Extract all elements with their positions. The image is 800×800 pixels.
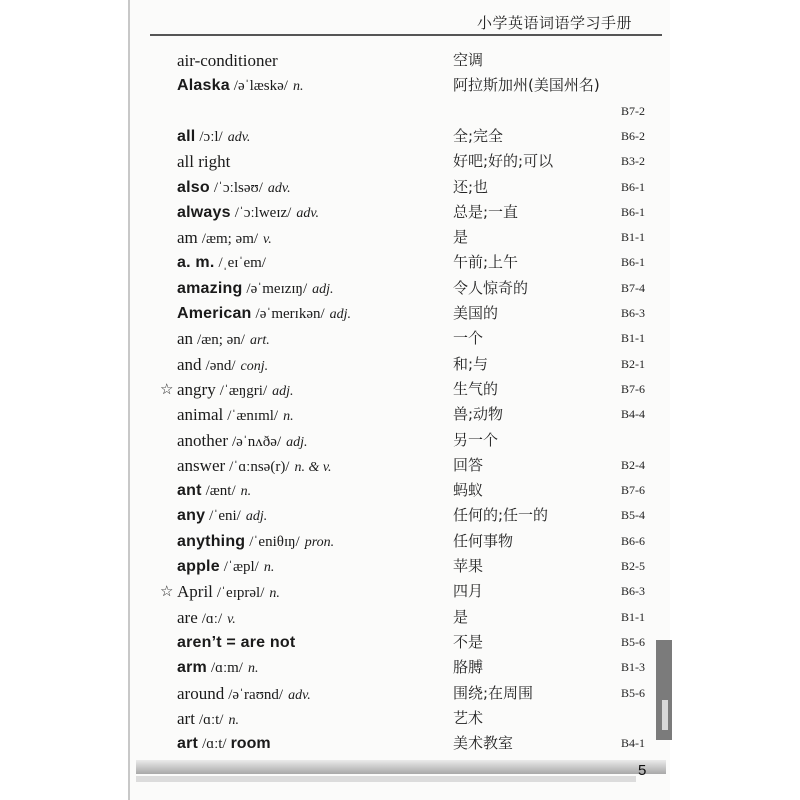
- thumb-index-tab-highlight: [662, 700, 668, 730]
- entry-meaning: 生气的: [453, 379, 499, 398]
- vocab-entry: [0, 352, 800, 377]
- entry-term: [177, 579, 280, 606]
- entry-word: all: [177, 127, 196, 145]
- vocab-entry: [0, 149, 800, 174]
- vocab-entry: [0, 124, 800, 149]
- entry-book-reference: B2-1: [621, 356, 645, 371]
- star-icon: ☆: [160, 379, 174, 398]
- entry-meaning: 是: [453, 607, 469, 626]
- entry-term: [177, 605, 236, 632]
- entry-phonetic: /ˈɔːlweɪz/: [234, 204, 292, 221]
- entry-phonetic: /əˈraʊnd/: [228, 686, 284, 703]
- entry-meaning: 不是: [453, 632, 484, 651]
- vocab-entry: [0, 276, 800, 301]
- entry-meaning: 还;也: [453, 177, 489, 196]
- vocab-entry: [0, 326, 800, 351]
- entry-phonetic: /ɑːm/: [210, 660, 243, 677]
- entry-phonetic: /ˈɔːlsəʊ/: [213, 179, 263, 196]
- entry-book-reference: B6-3: [621, 584, 645, 599]
- vocab-entry: [0, 605, 800, 630]
- entry-word: a. m.: [177, 254, 215, 272]
- entry-part-of-speech: n.: [228, 712, 239, 728]
- entry-part-of-speech: adj.: [329, 307, 352, 322]
- entry-phonetic: /æm; əm/: [201, 231, 259, 248]
- entry-book-reference: B5-6: [621, 685, 645, 700]
- entry-part-of-speech: adj.: [272, 383, 294, 399]
- entry-word: answer: [177, 455, 226, 475]
- entry-book-reference: B7-6: [621, 381, 645, 396]
- entry-book-reference: B5-6: [621, 634, 645, 649]
- entry-term: [177, 529, 334, 555]
- vocab-entry: [0, 225, 800, 250]
- entry-meaning: 一个: [453, 329, 484, 348]
- entry-phonetic: /ˈɑːnsə(r)/: [229, 458, 290, 475]
- entry-phonetic: /ænt/: [205, 483, 236, 500]
- entry-term: [177, 352, 268, 379]
- entry-term: [177, 402, 294, 429]
- entry-word: Alaska: [177, 77, 230, 95]
- entry-phonetic: /əˈlæskə/: [233, 78, 288, 95]
- entry-word: all right: [177, 152, 231, 172]
- entry-part-of-speech: n.: [240, 484, 252, 500]
- entry-word: and: [177, 354, 202, 374]
- entry-part-of-speech: adj.: [245, 509, 268, 525]
- entry-meaning: 阿拉斯加州(美国州名): [453, 76, 600, 95]
- entry-word: air-conditioner: [177, 51, 278, 70]
- entry-meaning: 艺术: [453, 708, 484, 727]
- entry-book-reference: B3-2: [621, 154, 645, 169]
- entry-word: ant: [177, 482, 202, 500]
- entry-book-reference: B4-1: [621, 736, 645, 751]
- entry-term: [177, 124, 250, 150]
- entry-word-suffix: room: [230, 735, 271, 753]
- entry-meaning: 好吧;好的;可以: [453, 152, 554, 171]
- entry-part-of-speech: n. & v.: [294, 459, 332, 475]
- entry-book-reference: B7-2: [621, 103, 645, 118]
- entry-meaning: 胳膊: [453, 658, 484, 677]
- entry-part-of-speech: adv.: [296, 205, 320, 221]
- entry-part-of-speech: adj.: [286, 434, 308, 450]
- entry-meaning: 蚂蚁: [453, 481, 484, 500]
- vocab-entry: [0, 250, 800, 275]
- entry-term: [177, 149, 230, 175]
- vocab-entry: [0, 554, 800, 579]
- entry-part-of-speech: pron.: [304, 534, 335, 550]
- entry-term: [177, 276, 334, 302]
- entry-book-reference: B6-1: [621, 204, 645, 219]
- entry-term: [177, 478, 251, 504]
- entry-word: apple: [177, 558, 220, 575]
- entry-part-of-speech: v.: [227, 611, 236, 627]
- entry-word: around: [177, 683, 225, 703]
- vocab-entry: [0, 478, 800, 503]
- entry-part-of-speech: n.: [247, 661, 259, 677]
- entry-meaning: 空调: [453, 51, 484, 69]
- page-bottom-shading-lower: [136, 776, 636, 782]
- entry-word: anything: [177, 532, 246, 550]
- entry-word: amazing: [177, 279, 243, 297]
- entry-phonetic: /ənd/: [205, 357, 236, 374]
- entry-book-reference: B1-1: [621, 609, 645, 624]
- entry-part-of-speech: adv.: [288, 687, 311, 703]
- vocab-entry: [0, 529, 800, 554]
- entry-meaning: 围绕;在周围: [453, 683, 534, 702]
- entry-part-of-speech: conj.: [240, 358, 269, 374]
- entry-term: [177, 377, 294, 404]
- entry-part-of-speech: n.: [263, 560, 275, 575]
- entry-part-of-speech: n.: [283, 409, 294, 425]
- entry-word: aren’t = are not: [177, 633, 296, 651]
- entry-phonetic: /ˈænɪml/: [227, 408, 279, 425]
- page-bottom-shading: [136, 760, 666, 774]
- entry-part-of-speech: adv.: [227, 129, 251, 145]
- entry-term: [177, 681, 311, 708]
- entry-book-reference: B7-6: [621, 483, 645, 498]
- entry-term: [177, 503, 267, 529]
- entry-term: [177, 554, 274, 580]
- entry-word: am: [177, 228, 198, 248]
- vocab-entry: [0, 402, 800, 427]
- entry-term: [177, 326, 270, 353]
- vocab-entry: [0, 579, 800, 604]
- vocab-entry: [0, 731, 800, 756]
- entry-book-reference: B5-4: [621, 508, 645, 523]
- entry-phonetic: /ˈæŋgri/: [219, 382, 268, 399]
- entry-phonetic: /ˌeɪˈem/: [218, 255, 266, 272]
- vocab-entry: [0, 301, 800, 326]
- entry-word: also: [177, 178, 210, 196]
- entry-meaning: 苹果: [453, 557, 484, 575]
- vocab-entry: [0, 99, 800, 124]
- entry-meaning: 回答: [453, 455, 484, 474]
- entry-phonetic: /əˈmerɪkən/: [255, 306, 325, 322]
- entry-term: [177, 175, 291, 201]
- entry-term: [177, 655, 258, 681]
- star-icon: ☆: [160, 582, 174, 601]
- entry-book-reference: B1-1: [621, 331, 645, 346]
- vocab-entry: [0, 681, 800, 706]
- entry-book-reference: B2-4: [621, 457, 645, 472]
- vocab-entry: [0, 428, 800, 453]
- entry-meaning: 任何的;任一的: [453, 506, 549, 525]
- entry-part-of-speech: adv.: [267, 180, 291, 196]
- entry-phonetic: /əˈmeɪzɪŋ/: [246, 280, 308, 297]
- entry-part-of-speech: n.: [269, 586, 280, 602]
- entry-meaning: 总是;一直: [453, 202, 519, 221]
- entry-phonetic: /ɔːl/: [199, 128, 223, 145]
- entry-part-of-speech: adj.: [312, 281, 334, 297]
- entry-meaning: 全;完全: [453, 126, 504, 145]
- entry-part-of-speech: v.: [263, 232, 272, 248]
- entry-term: [177, 200, 319, 226]
- entry-phonetic: /əˈnʌðə/: [231, 433, 282, 450]
- vocab-entry: [0, 503, 800, 528]
- entry-phonetic: /ɑː/: [201, 610, 223, 627]
- entry-word: always: [177, 203, 231, 221]
- entry-meaning: 是: [453, 228, 469, 247]
- entry-term: [177, 73, 303, 99]
- entry-meaning: 和;与: [453, 354, 489, 373]
- entry-term: [177, 630, 295, 655]
- entry-book-reference: B7-4: [621, 280, 645, 295]
- entry-phonetic: /æn; ən/: [197, 332, 245, 349]
- entry-book-reference: B6-2: [621, 128, 645, 143]
- entry-meaning: 午前;上午: [453, 253, 519, 272]
- entry-phonetic: /ɑːt/: [198, 711, 224, 728]
- entry-word: any: [177, 507, 206, 525]
- entry-word: American: [177, 305, 252, 322]
- running-header-title: 小学英语词语学习手册: [476, 14, 632, 32]
- entry-part-of-speech: art.: [249, 333, 270, 349]
- entry-meaning: 令人惊奇的: [453, 278, 529, 297]
- entry-word: another: [177, 430, 228, 450]
- entry-meaning: 美术教室: [453, 734, 514, 753]
- entry-word: animal: [177, 405, 224, 425]
- entry-word: an: [177, 329, 194, 349]
- entry-word: arm: [177, 659, 207, 677]
- vocab-entry: [0, 175, 800, 200]
- entry-book-reference: B1-3: [621, 660, 645, 675]
- entry-book-reference: B2-5: [621, 559, 645, 573]
- entry-term: [177, 731, 271, 757]
- entry-term: [177, 301, 351, 327]
- entry-meaning: 四月: [453, 582, 484, 601]
- entry-term: [177, 225, 272, 252]
- entry-word: angry: [177, 379, 216, 399]
- entry-term: [177, 250, 266, 276]
- vocab-entry: [0, 630, 800, 655]
- entry-word: art: [177, 708, 195, 728]
- entry-phonetic: /ˈeniθɪŋ/: [249, 533, 300, 550]
- entry-term: [177, 48, 278, 74]
- entry-book-reference: B6-1: [621, 179, 645, 194]
- entry-word: are: [177, 607, 198, 627]
- entry-book-reference: B6-3: [621, 306, 645, 320]
- vocab-entry: [0, 706, 800, 731]
- entry-meaning: 任何事物: [453, 531, 514, 550]
- vocab-entry: [0, 453, 800, 478]
- entry-book-reference: B6-6: [621, 533, 645, 548]
- entry-meaning: 另一个: [453, 430, 499, 449]
- entry-word: April: [177, 582, 213, 602]
- entry-word: art: [177, 735, 199, 753]
- entry-phonetic: /ˈeɪprəl/: [216, 585, 265, 602]
- entry-book-reference: B6-1: [621, 255, 645, 270]
- vocab-entry: [0, 73, 800, 98]
- entry-book-reference: B4-4: [621, 407, 645, 422]
- entry-term: [177, 428, 308, 455]
- entry-meaning: 美国的: [453, 304, 499, 322]
- entry-phonetic: /ɑːt/: [202, 736, 227, 753]
- entry-phonetic: /ˈæpl/: [223, 559, 259, 575]
- page-number: 5: [638, 762, 647, 779]
- vocab-entry: [0, 377, 800, 402]
- vocab-entry: [0, 200, 800, 225]
- entry-term: [177, 453, 332, 480]
- entry-book-reference: B1-1: [621, 230, 645, 245]
- entry-phonetic: /ˈeni/: [209, 508, 241, 525]
- entry-part-of-speech: n.: [292, 79, 304, 95]
- vocab-entry: [0, 655, 800, 680]
- vocab-entry: [0, 48, 800, 73]
- entry-term: [177, 706, 239, 733]
- entry-meaning: 兽;动物: [453, 405, 504, 424]
